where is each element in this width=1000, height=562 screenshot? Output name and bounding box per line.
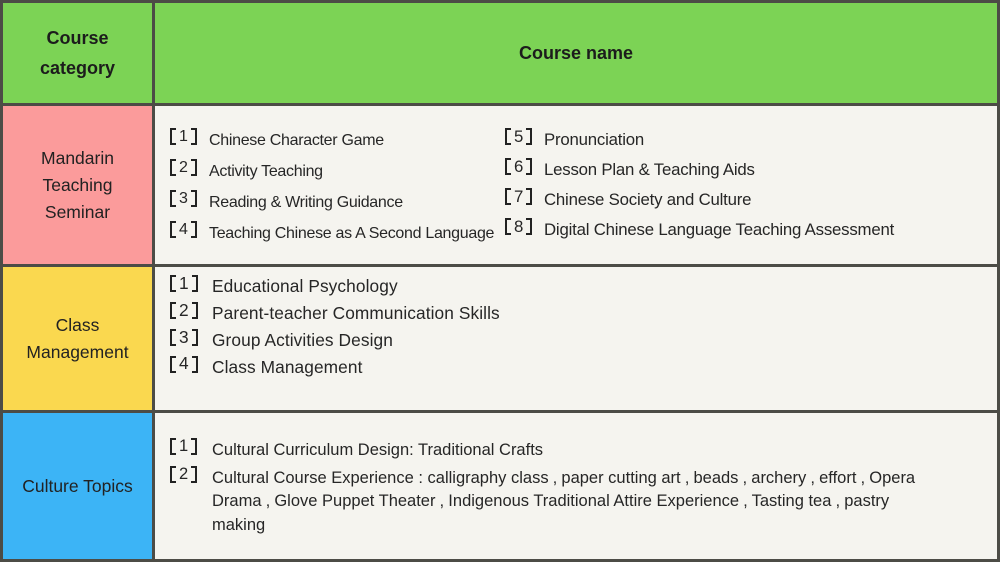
- course-title: Lesson Plan & Teaching Aids: [544, 160, 755, 179]
- course-marker: [505, 213, 544, 240]
- header-course-category: [3, 3, 152, 103]
- course-title: Chinese Character Game: [209, 132, 384, 149]
- left-bracket-icon: [170, 128, 176, 145]
- course-column-right: [505, 123, 997, 243]
- course-item: [505, 123, 997, 153]
- course-item: [170, 326, 997, 353]
- right-bracket-icon: [192, 329, 198, 346]
- course-title: Class Management: [212, 356, 363, 377]
- course-number: 1: [179, 273, 189, 293]
- course-item: [505, 153, 997, 183]
- courses-class-management: [155, 267, 997, 410]
- right-bracket-icon: [192, 302, 198, 319]
- right-bracket-icon: [191, 466, 197, 483]
- course-title: Parent-teacher Communication Skills: [212, 303, 500, 323]
- header-course-category-label: Course category: [39, 28, 116, 78]
- course-number: 8: [514, 217, 524, 236]
- course-marker: [505, 183, 544, 210]
- category-label: Mandarin Teaching Seminar: [41, 147, 114, 222]
- course-item: [505, 183, 997, 213]
- course-title: Teaching Chinese as A Second Language: [209, 225, 495, 242]
- course-column-left: [170, 123, 505, 247]
- left-bracket-icon: [170, 329, 176, 346]
- header-course-name: [155, 3, 997, 103]
- course-title: Reading & Writing Guidance: [209, 194, 403, 211]
- course-title: Cultural Course Experience : calligraphy class ‚ paper cutting art ‚ beads ‚ archery ‚ effort ‚ Opera Drama ‚ Glove Puppet Theater ‚ Indigenous Traditional Attire Experience ‚ Tasting tea ‚ pastry making: [212, 468, 916, 534]
- course-marker: [170, 123, 209, 150]
- right-bracket-icon: [526, 188, 532, 205]
- course-title: Chinese Society and Culture: [544, 190, 752, 209]
- category-class-management: [3, 267, 152, 410]
- right-bracket-icon: [192, 356, 198, 373]
- left-bracket-icon: [170, 438, 176, 455]
- course-marker: [170, 216, 209, 243]
- course-marker: [505, 123, 544, 150]
- left-bracket-icon: [170, 190, 176, 207]
- courses-mandarin: [155, 106, 997, 264]
- course-item: [170, 463, 997, 538]
- course-marker: [170, 272, 212, 296]
- right-bracket-icon: [526, 218, 532, 235]
- course-item: [170, 299, 997, 326]
- course-number: 4: [179, 221, 188, 238]
- right-bracket-icon: [191, 221, 197, 238]
- course-title: Pronunciation: [544, 130, 645, 149]
- course-marker: [170, 154, 209, 181]
- course-number: 2: [179, 299, 189, 320]
- course-number: 1: [179, 436, 189, 455]
- left-bracket-icon: [170, 356, 176, 373]
- left-bracket-icon: [170, 159, 176, 176]
- right-bracket-icon: [526, 158, 532, 175]
- course-marker: [170, 299, 212, 323]
- course-number: 3: [179, 326, 189, 347]
- category-label: Culture Topics: [22, 475, 133, 496]
- right-bracket-icon: [191, 159, 197, 176]
- right-bracket-icon: [191, 438, 197, 455]
- course-number: 5: [514, 127, 524, 146]
- course-item: [505, 213, 997, 243]
- header-course-name-label: Course name: [518, 43, 634, 63]
- right-bracket-icon: [191, 190, 197, 207]
- course-number: 6: [514, 157, 524, 176]
- course-marker: [170, 463, 212, 487]
- left-bracket-icon: [170, 221, 176, 238]
- course-item: [170, 185, 505, 216]
- course-marker: [505, 153, 544, 180]
- course-marker: [170, 352, 212, 376]
- left-bracket-icon: [505, 158, 511, 175]
- course-number: 4: [179, 353, 189, 374]
- course-number: 3: [179, 190, 188, 207]
- course-item: [170, 154, 505, 185]
- course-columns: [170, 123, 997, 247]
- course-number: 7: [514, 187, 524, 206]
- category-label: Class Management: [26, 314, 129, 362]
- course-number: 2: [179, 464, 189, 483]
- course-item: [170, 352, 997, 379]
- left-bracket-icon: [170, 302, 176, 319]
- left-bracket-icon: [170, 275, 176, 292]
- left-bracket-icon: [505, 218, 511, 235]
- courses-culture-topics: [155, 413, 997, 559]
- left-bracket-icon: [505, 128, 511, 145]
- right-bracket-icon: [192, 275, 198, 292]
- course-title: Activity Teaching: [209, 163, 323, 180]
- course-marker: [170, 185, 209, 212]
- course-title: Digital Chinese Language Teaching Assessment: [544, 220, 895, 239]
- course-item: [170, 435, 997, 463]
- course-item: [170, 272, 997, 299]
- right-bracket-icon: [526, 128, 532, 145]
- course-title: Cultural Curriculum Design: Traditional Crafts: [212, 441, 544, 459]
- course-marker: [170, 435, 212, 459]
- right-bracket-icon: [191, 128, 197, 145]
- course-title: Educational Psychology: [212, 276, 398, 297]
- course-number: 1: [179, 128, 188, 145]
- category-culture-topics: [3, 413, 152, 559]
- left-bracket-icon: [505, 188, 511, 205]
- left-bracket-icon: [170, 466, 176, 483]
- course-item: [170, 123, 505, 154]
- category-mandarin-teaching-seminar: [3, 106, 152, 264]
- course-title: Group Activities Design: [212, 329, 393, 350]
- course-marker: [170, 326, 212, 350]
- course-item: [170, 216, 505, 247]
- course-number: 2: [179, 159, 188, 176]
